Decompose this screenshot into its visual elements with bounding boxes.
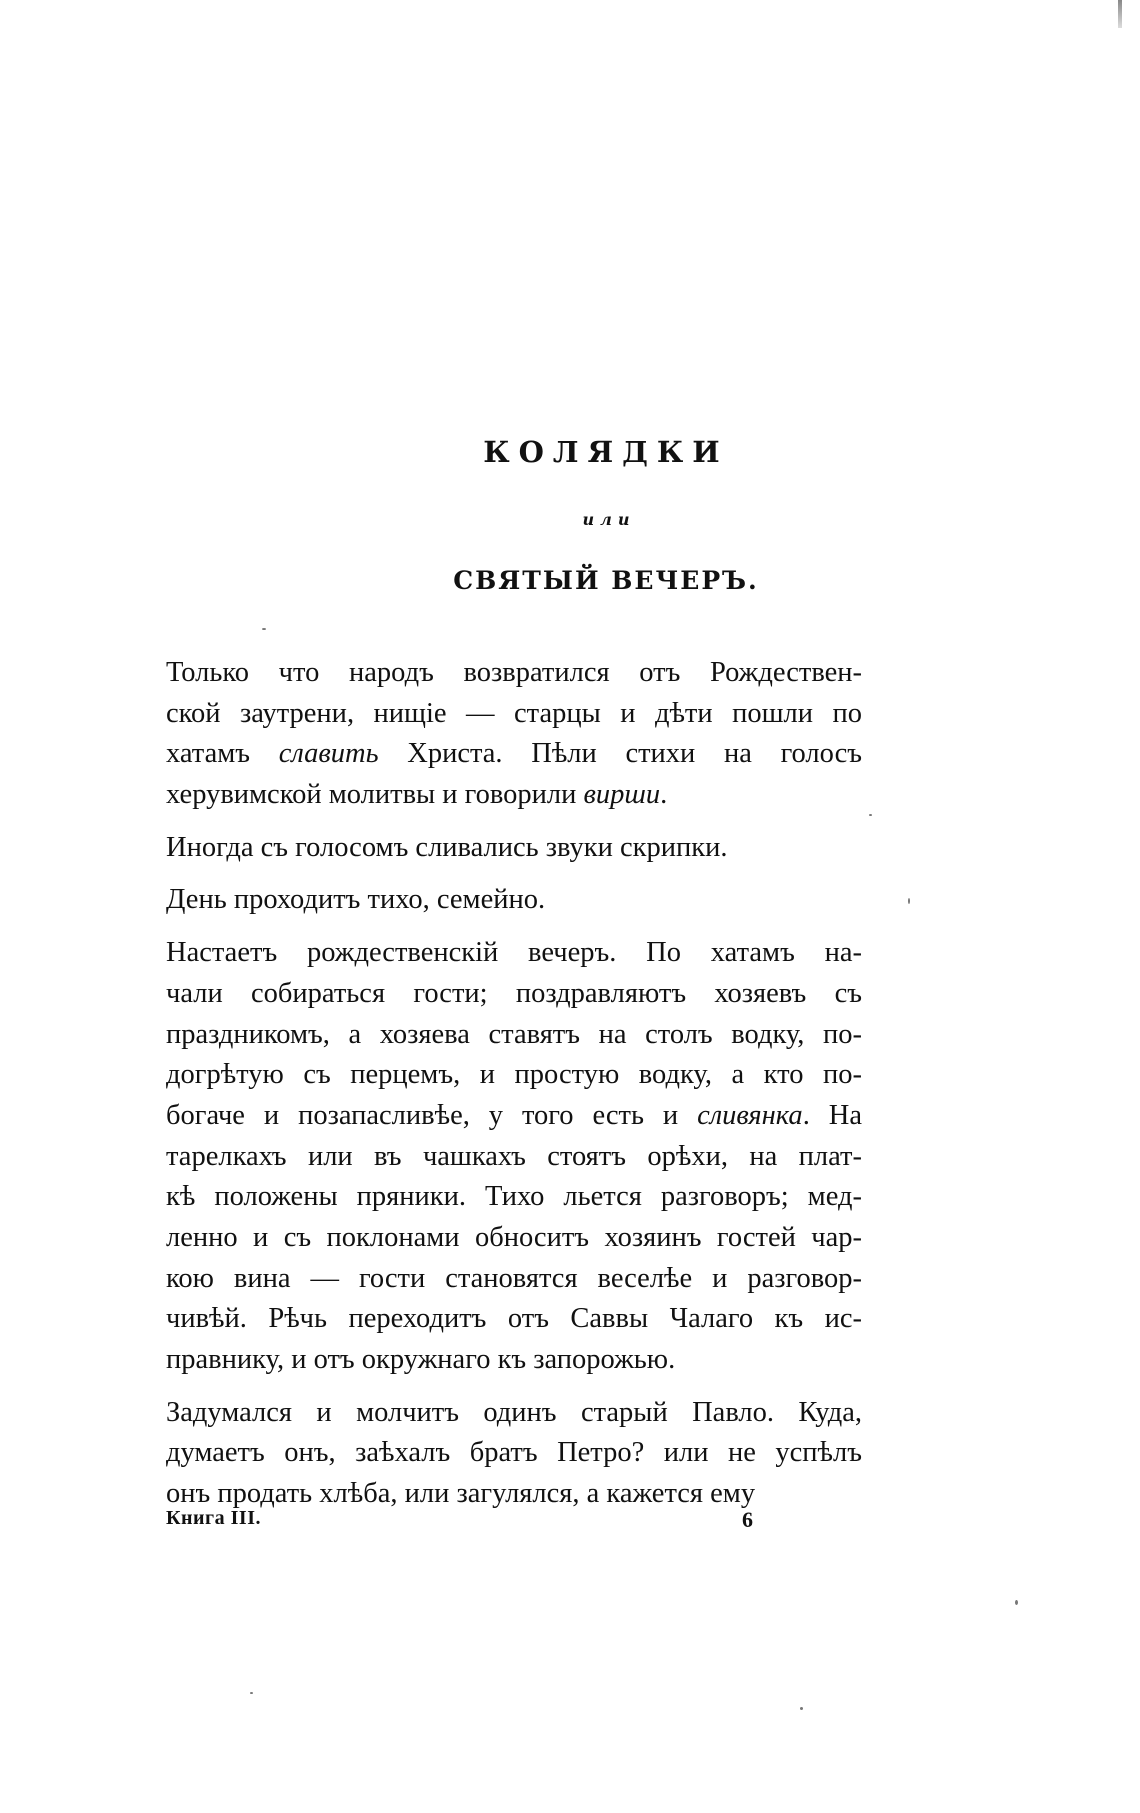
text-line xyxy=(166,1137,862,1178)
text-line xyxy=(166,880,862,921)
chapter-title: КОЛЯДКИ xyxy=(483,435,729,469)
text-segment: кою вина — гости становятся веселѣе и разговор- xyxy=(166,1262,862,1294)
text-line xyxy=(166,1340,862,1381)
text-line xyxy=(166,1259,862,1300)
text-line xyxy=(166,1015,862,1056)
paragraph xyxy=(166,933,862,1381)
text-line xyxy=(166,1393,862,1434)
chapter-subtitle: СВЯТЫЙ ВЕЧЕРЪ. xyxy=(453,566,759,595)
text-segment: догрѣтую съ перцемъ, и простую водку, а кто по- xyxy=(166,1059,862,1091)
text-segment: тарелкахъ или въ чашкахъ стоятъ орѣхи, на плат- xyxy=(166,1140,862,1172)
text-segment: Христа. Пѣли стихи на голосъ xyxy=(378,738,862,770)
text-segment: . xyxy=(660,779,668,811)
text-segment: праздникомъ, а хозяева ставятъ на столъ водку, по- xyxy=(166,1018,862,1050)
text-line xyxy=(166,775,862,816)
text-segment: кѣ положены пряники. Тихо льется разговоръ; мед- xyxy=(166,1181,862,1213)
print-speck xyxy=(800,1707,803,1710)
text-segment: ской заутрени, нищіе — старцы и дѣти пошли по xyxy=(166,697,862,729)
text-segment: онъ продать хлѣба, или загулялся, а кажется ему xyxy=(166,1478,756,1510)
text-line xyxy=(166,1055,862,1096)
print-speck xyxy=(908,898,910,904)
print-speck xyxy=(1015,1600,1018,1605)
text-segment: . На xyxy=(802,1099,862,1131)
text-line xyxy=(166,734,862,775)
italic-text: сливянка xyxy=(697,1099,803,1131)
text-line xyxy=(166,1218,862,1259)
text-line xyxy=(166,1096,862,1137)
chapter-title-conjunction: или xyxy=(582,510,636,529)
text-segment: богаче и позапасливѣе, у того есть и xyxy=(166,1099,698,1131)
paragraph xyxy=(166,1393,862,1515)
paragraph xyxy=(166,828,862,869)
text-segment: хатамъ xyxy=(166,738,279,770)
text-line xyxy=(166,694,862,735)
page-edge-mark xyxy=(1118,0,1122,28)
text-line xyxy=(166,1177,862,1218)
text-segment: херувимской молитвы и говорили xyxy=(166,779,584,811)
text-segment: Настаетъ рождественскій вечеръ. По хатамъ на- xyxy=(166,937,862,969)
print-speck xyxy=(262,628,266,630)
print-speck xyxy=(250,1692,253,1694)
text-segment: правнику, и отъ окружнаго къ запорожью. xyxy=(166,1344,676,1375)
body-text xyxy=(166,653,862,1527)
text-segment: Задумался и молчитъ одинъ старый Павло. Куда, xyxy=(166,1396,862,1428)
text-segment: чали собираться гости; поздравляютъ хозяевъ съ xyxy=(166,977,862,1009)
print-speck xyxy=(869,814,872,816)
italic-text: вирши xyxy=(583,779,661,811)
text-line xyxy=(166,1299,862,1340)
text-segment: думаетъ онъ, заѣхалъ братъ Петро? или не успѣлъ xyxy=(166,1437,862,1469)
signature-mark: Книга III. xyxy=(166,1507,261,1529)
text-segment: ленно и съ поклонами обноситъ хозяинъ гостей чар- xyxy=(166,1221,862,1253)
paragraph xyxy=(166,880,862,921)
paragraph xyxy=(166,653,862,816)
text-line xyxy=(166,974,862,1015)
text-segment: Иногда съ голосомъ сливались звуки скрипки. xyxy=(166,831,728,863)
text-segment: чивѣй. Рѣчь переходитъ отъ Саввы Чалаго къ ис- xyxy=(166,1303,862,1335)
italic-text: славить xyxy=(278,738,379,770)
sheet-number: 6 xyxy=(742,1507,753,1532)
text-segment: День проходитъ тихо, семейно. xyxy=(166,884,546,916)
text-line xyxy=(166,933,862,974)
text-line xyxy=(166,828,862,869)
text-line xyxy=(166,1433,862,1474)
text-line xyxy=(166,653,862,694)
page-footer xyxy=(166,1507,766,1537)
text-segment: Только что народъ возвратился отъ Рождествен- xyxy=(166,657,862,688)
